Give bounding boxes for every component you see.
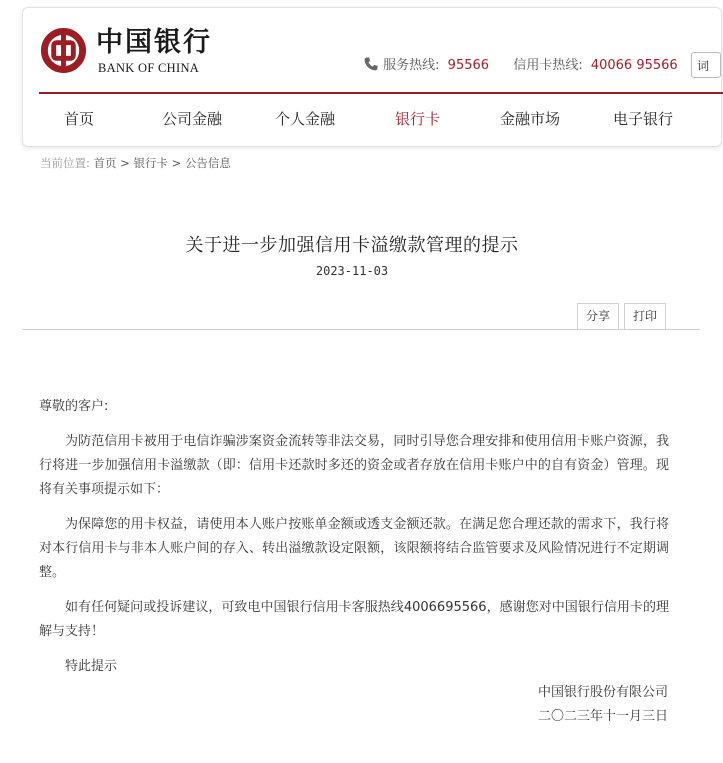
boc-emblem-icon bbox=[40, 27, 87, 74]
breadcrumb-home-link[interactable]: 首页 bbox=[93, 156, 117, 170]
nav-item-e-banking[interactable]: 电子银行 bbox=[613, 110, 674, 128]
article-greeting: 尊敬的客户: bbox=[39, 399, 109, 414]
header-divider bbox=[39, 92, 723, 94]
article-paragraph: 为保障您的用卡权益，请使用本人账户按账单金额或透支金额还款。在满足您合理还款的需求下，我行将对本行信用卡与非本人账户间的存入、转出溢缴款设定限额，该限额将结合监管要求及风险情况进行不定期调整。 bbox=[39, 517, 669, 580]
article-title: 关于进一步加强信用卡溢缴款管理的提示 bbox=[185, 235, 519, 256]
bank-logo[interactable] bbox=[40, 27, 220, 83]
article-body bbox=[39, 395, 669, 690]
nav-item-bank-card[interactable]: 银行卡 bbox=[395, 110, 441, 128]
hotlines bbox=[363, 54, 678, 73]
card-hotline-label: 信用卡热线: bbox=[513, 58, 583, 73]
breadcrumb-bank-card-link[interactable]: 银行卡 bbox=[133, 156, 168, 170]
article-date: 2023-11-03 bbox=[315, 264, 389, 278]
nav-item-financial-markets[interactable]: 金融市场 bbox=[500, 110, 561, 128]
breadcrumb-label: 当前位置: bbox=[40, 156, 90, 170]
breadcrumb bbox=[40, 155, 231, 171]
nav-item-personal-banking[interactable]: 个人金融 bbox=[275, 110, 336, 128]
logo-chinese-name: 中国银行 bbox=[96, 27, 212, 58]
service-hotline-label: 服务热线: bbox=[383, 58, 440, 73]
article-paragraph: 如有任何疑问或投诉建议，可致电中国银行信用卡客服热线4006695566，感谢您对中国银行信用卡的理解与支持！ bbox=[39, 600, 669, 639]
phone-icon bbox=[363, 56, 379, 72]
breadcrumb-announcements-link[interactable]: 公告信息 bbox=[184, 156, 231, 170]
nav-item-home[interactable]: 首页 bbox=[64, 110, 95, 128]
card-hotline-number: 40066 95566 bbox=[590, 58, 678, 73]
breadcrumb-separator: > bbox=[116, 156, 134, 170]
article-paragraph: 为防范信用卡被用于电信诈骗涉案资金流转等非法交易，同时引导您合理安排和使用信用卡账户资源，我行将进一步加强信用卡溢缴款（即：信用卡还款时多还的资金或者存放在信用卡账户中的自有资金）管理。现将有关事项提示如下： bbox=[39, 434, 669, 497]
breadcrumb-separator: > bbox=[167, 156, 185, 170]
logo-english-name: BANK OF CHINA bbox=[98, 61, 200, 75]
signature-date: 二〇二三年十一月三日 bbox=[537, 709, 668, 724]
share-button[interactable]: 分享 bbox=[577, 303, 619, 330]
article-divider bbox=[22, 329, 700, 330]
nav-item-corporate-banking[interactable]: 公司金融 bbox=[162, 110, 223, 128]
article-closing: 特此提示 bbox=[65, 659, 118, 674]
signature-organization: 中国银行股份有限公司 bbox=[537, 685, 668, 700]
site-header bbox=[22, 7, 722, 147]
service-hotline-number: 95566 bbox=[447, 58, 490, 73]
language-selector[interactable]: 词 bbox=[691, 52, 721, 78]
print-button[interactable]: 打印 bbox=[624, 303, 666, 330]
main-nav bbox=[23, 108, 723, 138]
